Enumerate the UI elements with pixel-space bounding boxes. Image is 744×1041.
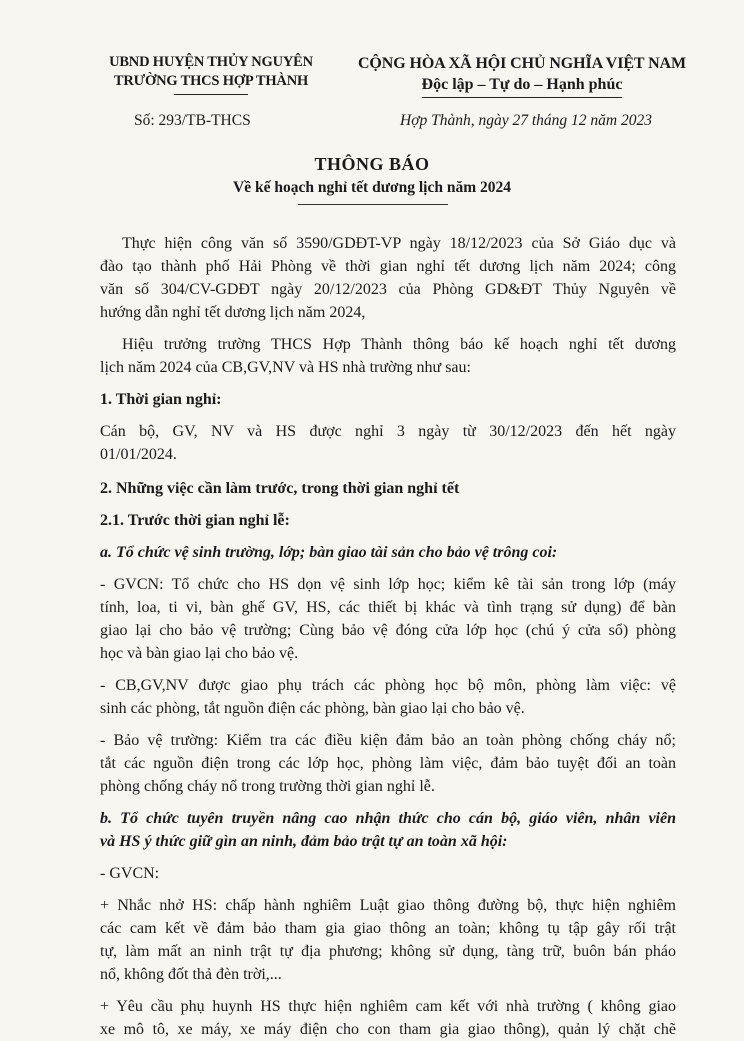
org-line-2: TRƯỜNG THCS HỢP THÀNH: [113, 73, 309, 89]
place-date: Hợp Thành, ngày 27 tháng 12 năm 2023: [400, 112, 652, 129]
item-heading: và HS ý thức giữ gìn an ninh, đảm bảo trật tự an toàn xã hội:: [100, 833, 508, 850]
motto-underline: [422, 97, 622, 98]
body-line: Hiệu trưởng trường THCS Hợp Thành thông báo kế hoạch nghỉ tết dương: [122, 336, 676, 353]
body-line: phòng chống cháy nổ trong trường thời gian nghỉ lễ.: [100, 778, 435, 795]
body-line: hướng dẫn nghỉ tết dương lịch năm 2024,: [100, 304, 366, 321]
issuing-organization: [98, 53, 324, 95]
body-line: - Bảo vệ trường: Kiểm tra các điều kiện đảm bảo an toàn phòng chống cháy nổ;: [100, 732, 676, 749]
document-body: [100, 232, 676, 1041]
body-line: Thực hiện công văn số 3590/GDĐT-VP ngày 18/12/2023 của Sở Giáo dục và: [122, 235, 676, 252]
org-line-1: UBND HUYỆN THỦY NGUYÊN: [109, 54, 313, 70]
body-line: đào tạo thành phố Hải Phòng về thời gian nghỉ tết dương lịch năm 2024; công: [100, 258, 676, 275]
body-line: + Nhắc nhở HS: chấp hành nghiêm Luật giao thông đường bộ, thực hiện nghiêm: [100, 897, 676, 914]
body-line: sinh các phòng, tắt nguồn điện các phòng, bàn giao lại cho bảo vệ.: [100, 700, 525, 717]
body-line: Cán bộ, GV, NV và HS được nghỉ 3 ngày từ 30/12/2023 đến hết ngày: [100, 423, 676, 440]
body-line: + Yêu cầu phụ huynh HS thực hiện nghiêm cam kết với nhà trường ( không giao: [100, 998, 676, 1015]
subtitle-underline: [298, 204, 448, 205]
body-line: - GVCN: Tổ chức cho HS dọn vệ sinh lớp học; kiểm kê tài sản trong lớp (máy: [100, 576, 676, 593]
nation-line-1: CỘNG HÒA XÃ HỘI CHỦ NGHĨA VIỆT NAM: [357, 55, 687, 72]
body-line: các cam kết về đảm bảo tham gia giao thông an toàn; không tụ tập gây rối trật: [100, 920, 676, 937]
section-heading: 2. Những việc cần làm trước, trong thời gian nghỉ tết: [100, 480, 460, 497]
document-number: Số: 293/TB-THCS: [134, 112, 251, 129]
body-line: tự, làm mất an ninh trật tự địa phương; không sử dụng, tàng trữ, buôn bán pháo: [100, 943, 676, 960]
body-line: tắt các nguồn điện trong các lớp học, phòng làm việc, đảm bảo tuyệt đối an toàn: [100, 755, 676, 772]
body-line: - CB,GV,NV được giao phụ trách các phòng học bộ môn, phòng làm việc: vệ: [100, 677, 676, 694]
body-line: nổ, không đốt thả đèn trời,...: [100, 966, 282, 983]
body-line: lịch năm 2024 của CB,GV,NV và HS nhà trường như sau:: [100, 359, 471, 376]
body-line: giao lại cho bảo vệ trường; Cùng bảo vệ đóng cửa lớp học (chú ý cửa sổ) phòng: [100, 622, 676, 639]
body-line: 01/01/2024.: [100, 446, 177, 463]
body-line: xe mô tô, xe máy, xe máy điện cho con tham gia giao thông), quản lý chặt chẽ: [100, 1021, 676, 1038]
body-line: tính, loa, ti vi, bàn ghế GV, HS, các thiết bị khác và tình trạng sử dụng) để bàn: [100, 599, 676, 616]
body-line: văn số 304/CV-GDĐT ngày 20/12/2023 của Phòng GD&ĐT Thủy Nguyên về: [100, 281, 676, 298]
item-heading: b. Tổ chức tuyên truyền nâng cao nhận thức cho cán bộ, giáo viên, nhân viên: [100, 810, 676, 827]
body-line: học và bàn giao lại cho bảo vệ.: [100, 645, 299, 662]
body-line: - GVCN:: [100, 865, 160, 882]
document-subtitle: Về kế hoạch nghỉ tết dương lịch năm 2024: [233, 179, 511, 196]
nation-line-2: Độc lập – Tự do – Hạnh phúc: [421, 76, 623, 93]
document-title: THÔNG BÁO: [314, 154, 430, 174]
org-underline: [174, 94, 248, 95]
section-heading: 1. Thời gian nghỉ:: [100, 391, 222, 408]
national-motto: [332, 53, 712, 98]
subsection-heading: 2.1. Trước thời gian nghỉ lễ:: [100, 512, 290, 529]
item-heading: a. Tổ chức vệ sinh trường, lớp; bàn giao tài sản cho bảo vệ trông coi:: [100, 544, 558, 561]
